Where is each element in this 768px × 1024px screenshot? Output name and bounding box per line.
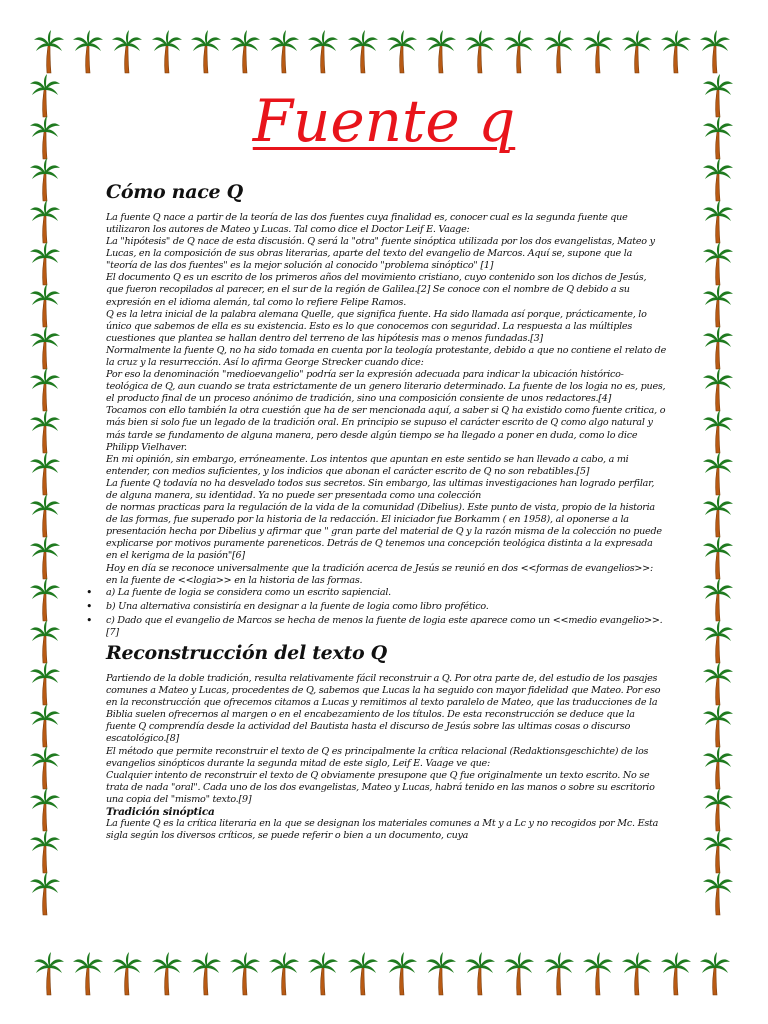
paragraph: Tocamos con ello también la otra cuestión que ha de ser mencionada aquí, a saber si Q ha existido como fuente critica, o más bien si solo fue un legado de la tradición oral. En principio se supuso el carácter escrito de Q como algo natural y más tarde se fundamento de alguna manera, pero desde algún tiempo se ha llegado a poner en duda, como lo dice Philipp Vielhaver. (106, 405, 666, 453)
palm-tree-icon (544, 30, 574, 74)
section-paragraphs (106, 673, 666, 842)
border-top (0, 30, 768, 90)
palm-tree-icon (112, 30, 142, 74)
paragraph: Por eso la denominación "medioevangelio" podría ser la expresión adecuada para indicar la ubicación histórico- teológica de Q, aun cuando se trata estrictamente de un genero literario determinado. La fuente de los logia no es, pues, el producto final de un proceso anónimo de tradición, sino una composición consiente de unos redactores.[4] (106, 369, 666, 405)
paragraph: La fuente Q es la crítica literaria en la que se designan los materiales comunes a Mt y a Lc y no recogidos por Mc. Esta sigla según los diversos críticos, se puede referir o bien a un documento, cuya (106, 818, 659, 842)
list-item: • b) Una alternativa consistiría en designar a la fuente de logia como libro profético. (106, 601, 666, 613)
palm-tree-icon (703, 872, 733, 916)
palm-tree-icon (152, 952, 182, 996)
paragraph: El método que permite reconstruir el texto de Q es principalmente la crítica relacional (Redaktionsgeschichte) de los evangelios sinópticos durante la segunda mitad de este siglo, Leif E. Vaage ve que: (106, 745, 649, 769)
palm-tree-icon (30, 830, 60, 874)
palm-tree-icon (30, 620, 60, 664)
palm-tree-icon (622, 952, 652, 996)
palm-tree-icon (348, 952, 378, 996)
paragraph: de normas practicas para la regulación de la vida de la comunidad (Dibelius). Este punto de vista, propio de la historia de las formas, fue superado por la historia de la redacción. El iniciador fue Borkamm ( en 1958), al oponerse a la presentación hecha por Dibelius y afirmar que " gran parte del material de Q y la razón misma de la colección no puede explicarse por motivos puramente pareneticos. Detrás de Q tenemos una concepción teológica distinta a la expresada en el kerigma de la pasión"[6] (106, 502, 662, 562)
paragraph: La fuente Q todavía no ha desvelado todos sus secretos. Sin embargo, las ultimas investigaciones han logrado perfilar, de alguna manera, su identidad. Ya no puede ser presentada como una colección (106, 477, 655, 501)
page-title: Fuente q (252, 87, 516, 155)
section-heading: Cómo nace Q (106, 181, 243, 203)
palm-tree-icon (30, 536, 60, 580)
palm-tree-icon (308, 30, 338, 74)
paragraph: La fuente Q nace a partir de la teoría de las dos fuentes cuya finalidad es, conocer cual es la segunda fuente que utilizaron los autores de Mateo y Lucas. Tal como dice el Doctor Leif E. Vaage: (106, 211, 628, 235)
palm-tree-icon (30, 578, 60, 622)
palm-tree-icon (30, 872, 60, 916)
palm-tree-icon (703, 452, 733, 496)
palm-tree-icon (544, 952, 574, 996)
border-right (703, 0, 763, 1024)
palm-tree-icon (703, 704, 733, 748)
palm-tree-icon (30, 452, 60, 496)
palm-tree-icon (703, 536, 733, 580)
section-heading: Reconstrucción del texto Q (106, 642, 387, 665)
palm-tree-icon (622, 30, 652, 74)
paragraph: El documento Q es un escrito de los primeros años del movimiento cristiano, cuyo contenido son los dichos de Jesús, que fueron recopilados al parecer, en el sur de la región de Galilea.[2] Se conoce con el nombre de Q debido a su expresión en el idioma alemán, tal como lo refiere Felipe Ramos. (106, 272, 647, 308)
palm-tree-icon (661, 30, 691, 74)
palm-tree-icon (703, 662, 733, 706)
palm-tree-icon (30, 284, 60, 328)
palm-tree-icon (703, 200, 733, 244)
paragraph: Partiendo de la doble tradición, resulta relativamente fácil reconstruir a Q. Por otra parte de, del estudio de los pasajes comunes a Mateo y Lucas, procedentes de Q, sabemos que Lucas la ha seguido con mayor fidelidad que Mateo. Por eso en la reconstrucción que ofrecemos citamos a Lucas y remitimos al texto paralelo de Mateo, que las traducciones de la Biblia suelen ofrecernos al margen o en el encabezamiento de los títulos. De esta reconstrucción se deduce que la fuente Q comprendía desde la actividad del Bautista hasta el discurso de Jesús sobre las ultimas cosas o discurso escatológico.[8] (106, 672, 661, 745)
palm-tree-icon (191, 30, 221, 74)
palm-tree-icon (703, 620, 733, 664)
palm-tree-icon (191, 952, 221, 996)
palm-tree-icon (269, 952, 299, 996)
palm-tree-icon (30, 788, 60, 832)
palm-tree-icon (703, 326, 733, 370)
bullet-list (106, 587, 666, 639)
palm-tree-icon (30, 704, 60, 748)
paragraph: Hoy en día se reconoce universalmente que la tradición acerca de Jesús se reunió en dos <<formas de evangelios>>: en la fuente de <<logia>> en la historia de las formas. (106, 562, 653, 586)
paragraph: La "hipótesis" de Q nace de esta discusión. Q será la "otra" fuente sinóptica utilizada por los dos evangelistas, Mateo y Lucas, en la composición de sus obras literarias, aparte del texto del evangelio de Marcos. Aquí se, supone que la "teoría de las dos fuentes" es la mejor solución al conocido "problema sinóptico" [1] (106, 236, 655, 272)
palm-tree-icon (703, 368, 733, 412)
palm-tree-icon (230, 952, 260, 996)
palm-tree-icon (426, 952, 456, 996)
paragraph: Normalmente la fuente Q, no ha sido tomada en cuenta por la teología protestante, debido a que no contiene el relato de la cruz y la resurrección. Así lo afirma George Strecker cuando dice: (106, 344, 666, 368)
palm-tree-icon (387, 30, 417, 74)
palm-tree-icon (703, 788, 733, 832)
palm-tree-icon (30, 368, 60, 412)
palm-tree-icon (30, 158, 60, 202)
palm-tree-icon (348, 30, 378, 74)
palm-tree-icon (703, 830, 733, 874)
sub-heading: Tradición sinóptica (106, 806, 215, 818)
palm-tree-icon (583, 952, 613, 996)
palm-tree-icon (30, 326, 60, 370)
section-reconstruccion (106, 643, 666, 842)
palm-tree-icon (465, 30, 495, 74)
palm-tree-icon (703, 578, 733, 622)
section-paragraphs (106, 212, 666, 587)
section-como-nace (106, 182, 666, 639)
palm-tree-icon (269, 30, 299, 74)
palm-tree-icon (703, 242, 733, 286)
palm-tree-icon (661, 952, 691, 996)
palm-tree-icon (387, 952, 417, 996)
border-left (30, 0, 90, 1024)
border-bottom (0, 952, 768, 1012)
paragraph: Q es la letra inicial de la palabra alemana Quelle, que significa fuente. Ha sido llamada así porque, prácticamente, lo único que sabemos de ella es su existencia. Esto es lo que conocemos con seguridad. La respuesta a las múltiples cuestiones que plantea se hallan dentro del terreno de las hipótesis mas o menos fundadas.[3] (106, 308, 647, 344)
palm-tree-icon (703, 284, 733, 328)
paragraph: En mi opinión, sin embargo, erróneamente. Los intentos que apuntan en este sentido se han llevado a cabo, a mi entender, con medios suficientes, y los indicios que abonan el carácter escrito de Q no son rebatibles.[5] (106, 453, 629, 477)
palm-tree-icon (30, 200, 60, 244)
palm-tree-icon (703, 158, 733, 202)
palm-tree-icon (583, 30, 613, 74)
list-item: • c) Dado que el evangelio de Marcos se hecha de menos la fuente de logia este aparece como un <<medio evangelio>>.[7] (106, 615, 666, 639)
palm-tree-icon (112, 952, 142, 996)
palm-tree-icon (504, 952, 534, 996)
palm-tree-icon (30, 662, 60, 706)
palm-tree-icon (703, 746, 733, 790)
palm-tree-icon (504, 30, 534, 74)
palm-tree-icon (30, 242, 60, 286)
palm-tree-icon (308, 952, 338, 996)
palm-tree-icon (465, 952, 495, 996)
palm-tree-icon (30, 746, 60, 790)
palm-tree-icon (703, 410, 733, 454)
palm-tree-icon (30, 410, 60, 454)
paragraph: Cualquier intento de reconstruir el texto de Q obviamente presupone que Q fue originalmente un texto escrito. No se trata de nada "oral". Cada uno de los dos evangelistas, Mateo y Lucas, habrá tenido en las manos o sobre su escritorio una copia del "mismo" texto.[9] (106, 769, 655, 805)
palm-tree-icon (426, 30, 456, 74)
document-body (106, 180, 666, 842)
palm-tree-icon (152, 30, 182, 74)
list-item: • a) La fuente de logia se considera como un escrito sapiencial. (106, 587, 666, 599)
palm-tree-icon (703, 494, 733, 538)
palm-tree-icon (30, 494, 60, 538)
palm-tree-icon (230, 30, 260, 74)
